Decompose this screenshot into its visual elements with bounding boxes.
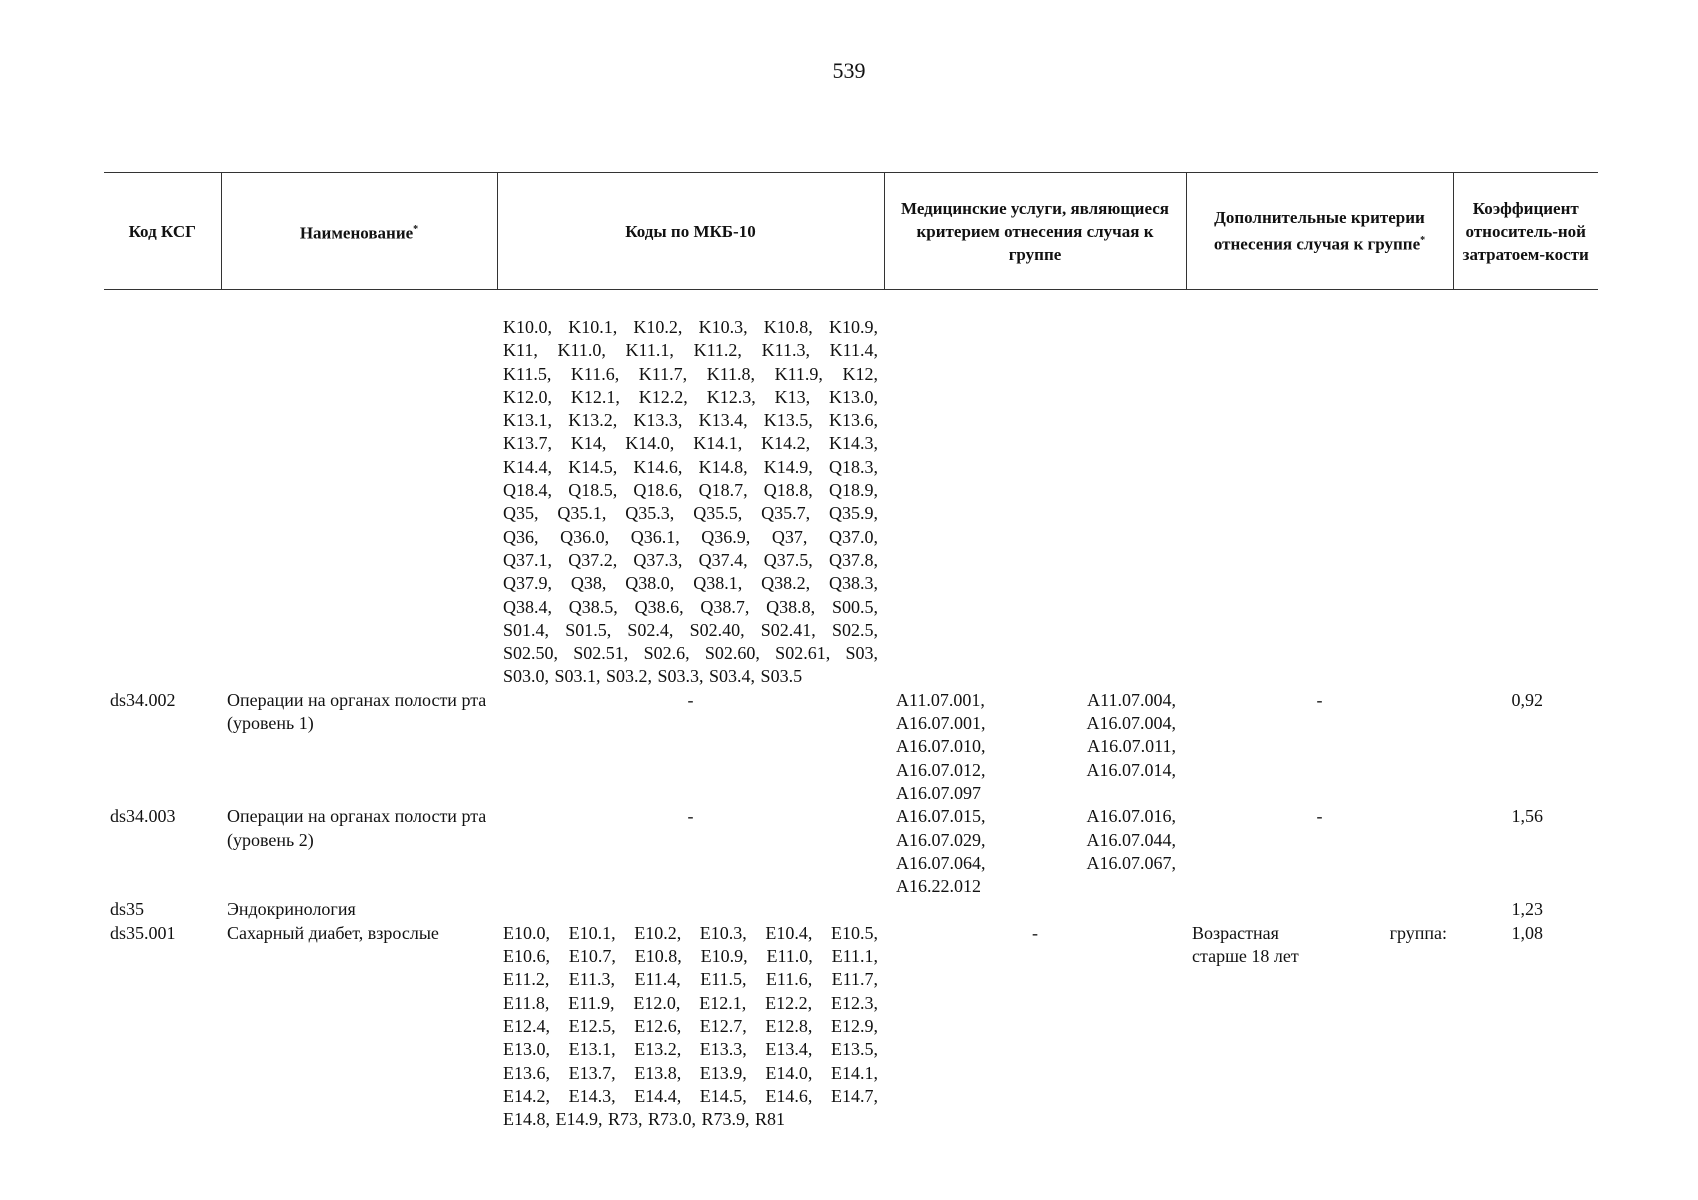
table-row	[104, 689, 1598, 805]
ksg-name: Операции на органах полости рта (уровень 1)	[227, 689, 487, 734]
icd-codes-cell: -	[687, 806, 694, 827]
header-coef: Коэффициент относитель-ной затратоем-кости	[1453, 173, 1598, 290]
page-number: 539	[832, 58, 866, 83]
header-services: Медицинские услуги, являющиеся критерием отнесения случая к группе	[884, 173, 1186, 290]
coef-cell: 1,08	[1511, 922, 1543, 943]
criteria-cell: Возрастная группа: старше 18 лет	[1192, 922, 1447, 967]
coef-cell: 1,23	[1511, 899, 1543, 920]
services-cell: A11.07.001, A11.07.004, A16.07.001, A16.07.004, A16.07.010, A16.07.011, A16.07.012, A16.07.014, A16.07.097	[896, 689, 1176, 803]
ksg-code: ds34.002	[110, 689, 176, 710]
header-icd: Коды по МКБ-10	[497, 173, 884, 290]
ksg-name: Сахарный диабет, взрослые	[227, 922, 439, 943]
coef-cell: 0,92	[1511, 689, 1543, 710]
header-criteria: Дополнительные критерии отнесения случая к группе*	[1186, 173, 1453, 290]
header-name: Наименование*	[221, 173, 497, 290]
table-row	[104, 805, 1598, 898]
ksg-name: Операции на органах полости рта (уровень 2)	[227, 806, 487, 850]
footnote-mark: *	[1420, 235, 1426, 247]
ksg-table	[104, 172, 1598, 1131]
criteria-cell: -	[1316, 689, 1323, 710]
services-cell: A16.07.015, A16.07.016, A16.07.029, A16.07.044, A16.07.064, A16.07.067, A16.22.012	[896, 806, 1176, 897]
table-row-continuation	[104, 316, 1598, 689]
coef-cell: 1,56	[1511, 806, 1543, 827]
table-header	[104, 173, 1598, 290]
ksg-code: ds35	[110, 899, 145, 920]
services-cell: -	[1032, 922, 1038, 943]
icd-codes-cell: -	[687, 689, 694, 710]
ksg-name: Эндокринология	[227, 899, 356, 920]
ksg-code: ds35.001	[110, 922, 176, 943]
footnote-mark: *	[413, 223, 419, 235]
table-row	[104, 922, 1598, 1132]
table-row	[104, 898, 1598, 921]
ksg-code: ds34.003	[110, 806, 176, 827]
criteria-cell: -	[1316, 806, 1323, 827]
header-code: Код КСГ	[104, 173, 221, 290]
icd-codes-cell: K10.0, K10.1, K10.2, K10.3, K10.8, K10.9, K11, K11.0, K11.1, K11.2, K11.3, K11.4, K11.5, K11.6, K11.7, K11.8, K11.9, K12, K12.0, K12.1, K12.2, K12.3, K13, K13.0, K13.1, K13.2, K13.3, K13.4, K13.5, K13.6, K13.7, K14, K14.0, K14.1, K14.2, K14.3, K14.4, K14.5, K14.6, K14.8, K14.9, Q18.3, Q18.4, Q18.5, Q18.6, Q18.7, Q18.8, Q18.9, Q35, Q35.1, Q35.3, Q35.5, Q35.7, Q35.9, Q36, Q36.0, Q36.1, Q36.9, Q37, Q37.0, Q37.1, Q37.2, Q37.3, Q37.4, Q37.5, Q37.8, Q37.9, Q38, Q38.0, Q38.1, Q38.2, Q38.3, Q38.4, Q38.5, Q38.6, Q38.7, Q38.8, S00.5, S01.4, S01.5, S02.4, S02.40, S02.41, S02.5, S02.50, S02.51, S02.6, S02.60, S02.61, S03, S03.0, S03.1, S03.2, S03.3, S03.4, S03.5	[503, 317, 878, 687]
icd-codes-cell: E10.0, E10.1, E10.2, E10.3, E10.4, E10.5, E10.6, E10.7, E10.8, E10.9, E11.0, E11.1, E11.2, E11.3, E11.4, E11.5, E11.6, E11.7, E11.8, E11.9, E12.0, E12.1, E12.2, E12.3, E12.4, E12.5, E12.6, E12.7, E12.8, E12.9, E13.0, E13.1, E13.2, E13.3, E13.4, E13.5, E13.6, E13.7, E13.8, E13.9, E14.0, E14.1, E14.2, E14.3, E14.4, E14.5, E14.6, E14.7, E14.8, E14.9, R73, R73.0, R73.9, R81	[503, 922, 878, 1130]
